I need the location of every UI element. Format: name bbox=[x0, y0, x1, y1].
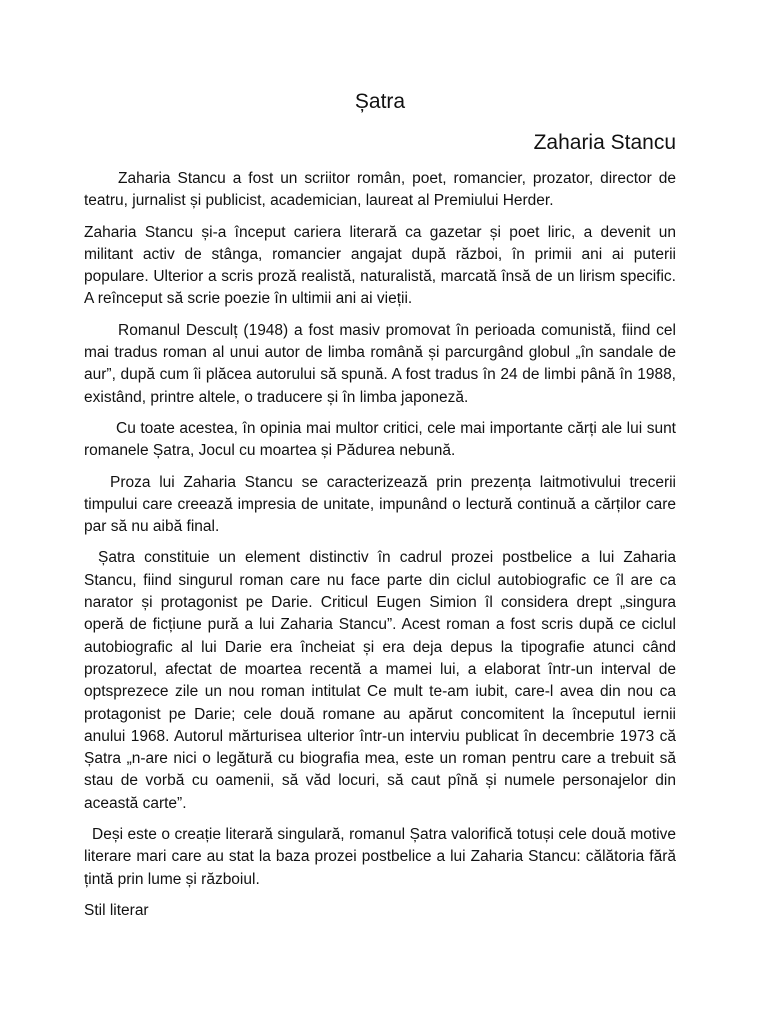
paragraph-descult: Romanul Desculț (1948) a fost masiv promovat în perioada comunistă, fiind cel mai tradus roman al unui autor de limba română și parcurgând globul „în sandale de aur”, după cum îi plăcea autorului să spună. A fost tradus în 24 de limbi până în 1988, existând, printre altele, o traducere și în limba japoneză. bbox=[84, 321, 676, 406]
paragraph-intro: Zaharia Stancu a fost un scriitor român, poet, romancier, prozator, director de teatru, jurnalist și publicist, academician, laureat al Premiului Herder. bbox=[84, 170, 676, 210]
author-name: Zaharia Stancu bbox=[533, 131, 676, 154]
paragraph-prose-style: Proza lui Zaharia Stancu se caracterizează prin prezența laitmotivului trecerii timpului care creează impresia de unitate, impunând o lectură continuă a cărților care par să nu aibă final. bbox=[84, 473, 676, 536]
document-page bbox=[84, 88, 676, 922]
document-title: Șatra bbox=[354, 90, 406, 113]
paragraph-satra: Șatra constituie un element distinctiv în cadrul prozei postbelice a lui Zaharia Stancu, fiind singurul roman care nu face parte din ciclul autobiografic ce îl are ca narator și protagonist pe Darie. Criticul Eugen Simion îl considera drept „singura operă de ficțiune pură a lui Zaharia Stancu”. Acest roman a fost scris după ce ciclul autobiografic al lui Darie era încheiat și era deja depus la tipografie atunci când prozatorul, afectat de moartea recentă a mamei lui, a elaborat într-un interval de optsprezece zile un nou roman intitulat Ce mult te-am iubit, care-l avea din nou ca protagonist pe Darie; cele două romane au apărut concomitent la începutul iernii anului 1968. Autorul mărturisea ulterior într-un interviu publicat în decembrie 1973 că Șatra „n-are nici o legătură cu biografia mea, este un roman pentru care a trebuit să stau de vorbă cu oamenii, să văd locuri, să caut pînă și numele personajelor din această carte”. bbox=[84, 549, 676, 812]
section-heading: Stil literar bbox=[84, 901, 149, 919]
paragraph-motives: Deși este o creație literară singulară, romanul Șatra valorifică totuși cele două motive literare mari care au stat la baza prozei postbelice a lui Zaharia Stancu: călătoria fără țintă prin lume și războiul. bbox=[84, 826, 676, 888]
paragraph-career: Zaharia Stancu și-a început cariera literară ca gazetar și poet liric, a devenit un militant activ de stânga, romancier angajat după război, în primii ani ai puterii populare. Ulterior a scris proză realistă, naturalistă, marcată însă de un lirism specific. A reînceput să scrie poezie în ultimii ani ai vieții. bbox=[84, 223, 676, 308]
paragraph-critics: Cu toate acestea, în opinia mai multor critici, cele mai importante cărți ale lui sunt romanele Șatra, Jocul cu moartea și Pădurea nebună. bbox=[84, 419, 676, 460]
